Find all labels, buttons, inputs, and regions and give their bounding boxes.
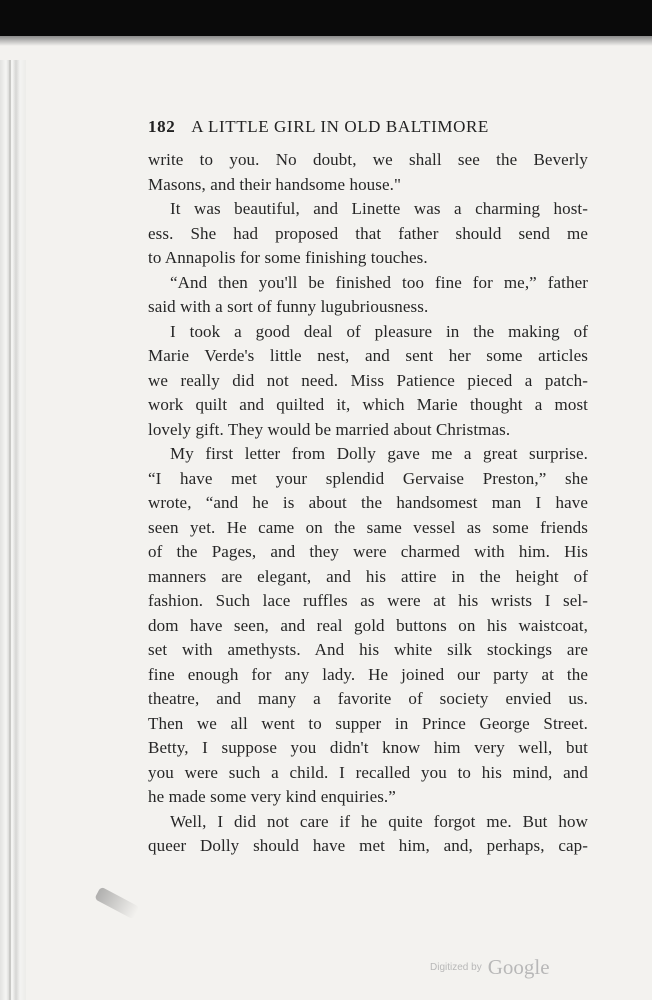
text-line: fashion. Such lace ruffles as were at his wrists I sel- <box>148 591 588 610</box>
running-header <box>148 117 588 141</box>
text-line: wrote, “and he is about the handsomest man I have <box>148 493 588 512</box>
scan-top-border <box>0 0 652 36</box>
text-line: theatre, and many a favorite of society envied us. <box>148 689 588 708</box>
text-line: you were such a child. I recalled you to his mind, and <box>148 762 588 782</box>
google-logo: Google <box>487 955 550 979</box>
page-number: 182 <box>148 117 176 136</box>
text-line: Masons, and their handsome house." <box>148 174 402 194</box>
gutter-crease <box>9 60 11 1000</box>
text-line: lovely gift. They would be married about Christmas. <box>148 419 511 439</box>
text-line: Well, I did not care if he quite forgot me. But how <box>170 811 588 831</box>
text-line: set with amethysts. And his white silk stockings are <box>148 640 588 659</box>
text-line: It was beautiful, and Linette was a charming host- <box>170 199 588 218</box>
page-body <box>148 148 588 859</box>
book-gutter <box>0 60 26 1000</box>
text-line: My first letter from Dolly gave me a great surprise. <box>170 444 588 463</box>
text-line: said with a sort of funny lugubriousness. <box>148 297 429 316</box>
text-line: queer Dolly should have met him, and, perhaps, cap- <box>148 836 588 855</box>
text-line: work quilt and quilted it, which Marie thought a most <box>148 395 588 414</box>
digitization-watermark <box>430 955 580 985</box>
text-line: manners are elegant, and his attire in the height of <box>148 566 588 586</box>
text-line: to Annapolis for some finishing touches. <box>148 248 428 267</box>
text-line: ess. She had proposed that father should send me <box>148 223 588 243</box>
text-line: he made some very kind enquiries.” <box>148 787 396 806</box>
text-line: Then we all went to supper in Prince George Street. <box>148 713 588 733</box>
text-line: “And then you'll be finished too fine for me,” father <box>170 272 588 292</box>
scan-smudge <box>94 886 139 919</box>
watermark-prefix: Digitized by <box>430 962 482 973</box>
text-line: dom have seen, and real gold buttons on his waistcoat, <box>148 615 588 635</box>
text-line: seen yet. He came on the same vessel as some friends <box>148 517 588 537</box>
text-line: we really did not need. Miss Patience pieced a patch- <box>148 370 588 390</box>
scan-top-shadow <box>0 36 652 46</box>
text-line: write to you. No doubt, we shall see the Beverly <box>148 150 588 169</box>
text-line: Betty, I suppose you didn't know him very well, but <box>148 738 588 757</box>
text-line: I took a good deal of pleasure in the making of <box>170 321 588 341</box>
text-line: “I have met your splendid Gervaise Preston,” she <box>148 468 588 488</box>
text-line: of the Pages, and they were charmed with him. His <box>148 542 588 561</box>
text-line: Marie Verde's little nest, and sent her some articles <box>148 346 588 365</box>
running-title: A LITTLE GIRL IN OLD BALTIMORE <box>191 117 489 136</box>
text-line: fine enough for any lady. He joined our party at the <box>148 664 588 684</box>
